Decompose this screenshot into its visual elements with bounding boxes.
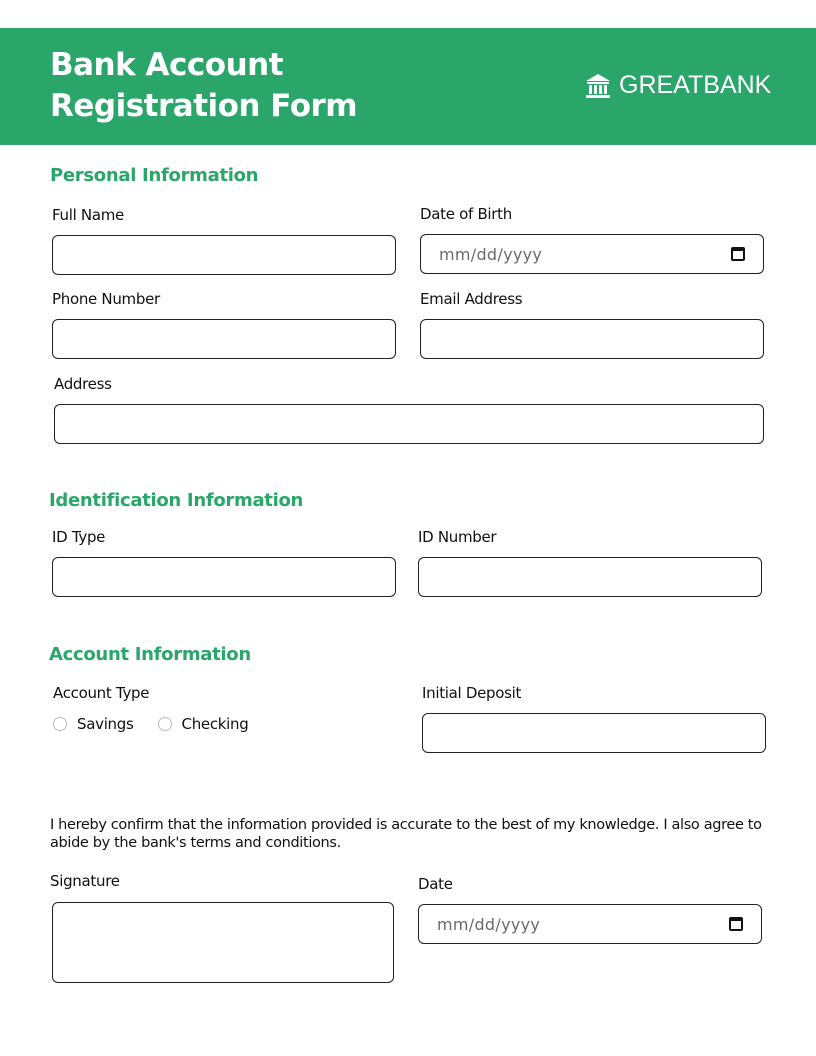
full-name-label: Full Name <box>52 206 124 224</box>
bank-building-icon <box>584 72 612 100</box>
id-number-label: ID Number <box>418 528 497 546</box>
logo-text: GREATBANK <box>619 71 772 99</box>
email-label: Email Address <box>420 290 523 308</box>
section-title-account: Account Information <box>49 644 251 665</box>
signature-label: Signature <box>50 872 120 890</box>
full-name-input[interactable] <box>52 235 396 275</box>
address-label: Address <box>54 375 112 393</box>
calendar-icon[interactable] <box>729 917 743 931</box>
page-title <box>50 45 357 127</box>
savings-label[interactable]: Savings <box>77 715 134 733</box>
savings-radio[interactable] <box>53 717 67 731</box>
confirmation-statement: I hereby confirm that the information provided is accurate to the best of my knowledge. I also agree to abide by the bank's terms and conditions. <box>50 817 762 851</box>
dob-input[interactable] <box>420 234 764 274</box>
dob-placeholder: mm/dd/yyyy <box>439 244 543 264</box>
section-title-personal: Personal Information <box>50 165 259 186</box>
date-label: Date <box>418 875 453 893</box>
phone-input[interactable] <box>52 319 396 359</box>
section-title-identification: Identification Information <box>49 490 304 511</box>
date-placeholder: mm/dd/yyyy <box>437 914 541 934</box>
title-line-2: Registration Form <box>50 88 358 124</box>
dob-label: Date of Birth <box>420 205 512 223</box>
checking-label[interactable]: Checking <box>181 715 249 733</box>
initial-deposit-input[interactable] <box>422 713 766 753</box>
bank-logo <box>584 71 771 100</box>
title-line-1: Bank Account <box>50 47 284 83</box>
account-type-label: Account Type <box>53 684 150 702</box>
id-number-input[interactable] <box>418 557 762 597</box>
account-type-options <box>53 715 248 733</box>
header-banner <box>0 28 816 145</box>
checking-radio[interactable] <box>158 717 172 731</box>
date-input[interactable] <box>418 904 762 944</box>
initial-deposit-label: Initial Deposit <box>422 684 522 702</box>
address-input[interactable] <box>54 404 764 444</box>
id-type-input[interactable] <box>52 557 396 597</box>
phone-label: Phone Number <box>52 290 160 308</box>
email-input[interactable] <box>420 319 764 359</box>
id-type-label: ID Type <box>52 528 106 546</box>
calendar-icon[interactable] <box>731 247 745 261</box>
signature-box[interactable] <box>52 902 394 983</box>
